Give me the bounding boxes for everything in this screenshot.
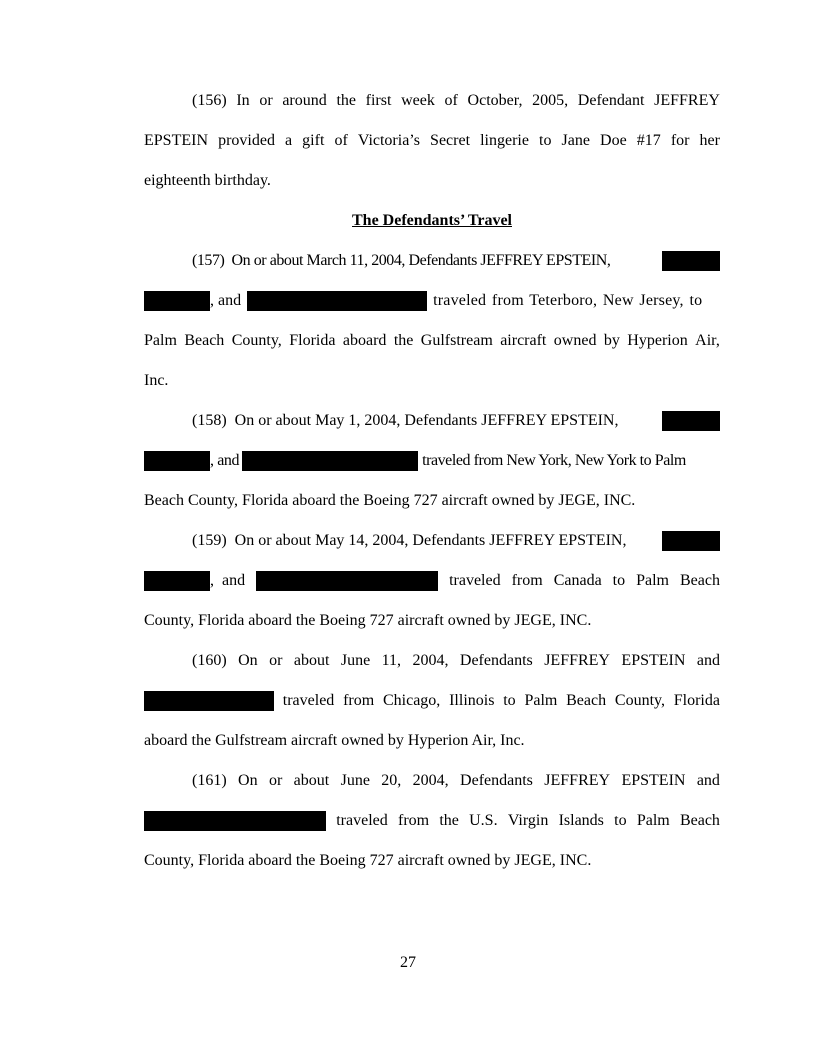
para-161-line-1: (161) On or about June 20, 2004, Defendants JEFFREY EPSTEIN and [192,772,720,789]
para-158-line-3: Beach County, Florida aboard the Boeing 727 aircraft owned by JEGE, INC. [144,492,636,509]
redaction-bar [662,531,720,551]
redaction-bar [256,571,438,591]
para-161-line-2: traveled from the U.S. Virgin Islands to Palm Beach [144,811,720,831]
redaction-bar [144,291,210,311]
redaction-bar [247,291,427,311]
para-159-line-2: , and traveled from Canada to Palm Beach [144,571,720,591]
para-159-line-1: (159) On or about May 14, 2004, Defendants JEFFREY EPSTEIN, [192,531,720,551]
redaction-bar [144,691,274,711]
section-heading: The Defendants’ Travel [352,212,512,229]
para-160-line-2: traveled from Chicago, Illinois to Palm Beach County, Florida [144,691,720,711]
para-157-line-2: , and traveled from Teterboro, New Jersey, to [144,291,720,311]
redaction-bar [144,571,210,591]
para-161-line-3: County, Florida aboard the Boeing 727 aircraft owned by JEGE, INC. [144,852,592,869]
redaction-bar [144,811,326,831]
para-159-line-3: County, Florida aboard the Boeing 727 aircraft owned by JEGE, INC. [144,612,592,629]
redaction-bar [662,411,720,431]
para-156-line-3: eighteenth birthday. [144,172,271,189]
redaction-bar [662,251,720,271]
para-158-line-1: (158) On or about May 1, 2004, Defendants JEFFREY EPSTEIN, [192,411,720,431]
redaction-bar [144,451,210,471]
para-160-line-1: (160) On or about June 11, 2004, Defendants JEFFREY EPSTEIN and [192,652,720,669]
page-number: 27 [400,954,416,971]
redaction-bar [242,451,418,471]
para-160-line-3: aboard the Gulfstream aircraft owned by Hyperion Air, Inc. [144,732,525,749]
para-158-line-2: , and traveled from New York, New York to Palm [144,451,720,471]
para-157-line-3: Palm Beach County, Florida aboard the Gulfstream aircraft owned by Hyperion Air, [144,332,720,349]
para-157-line-1: (157) On or about March 11, 2004, Defendants JEFFREY EPSTEIN, [192,251,720,271]
para-156-line-1: (156) In or around the first week of October, 2005, Defendant JEFFREY [192,92,720,109]
para-157-line-4: Inc. [144,372,169,389]
para-156-line-2: EPSTEIN provided a gift of Victoria’s Secret lingerie to Jane Doe #17 for her [144,132,720,149]
